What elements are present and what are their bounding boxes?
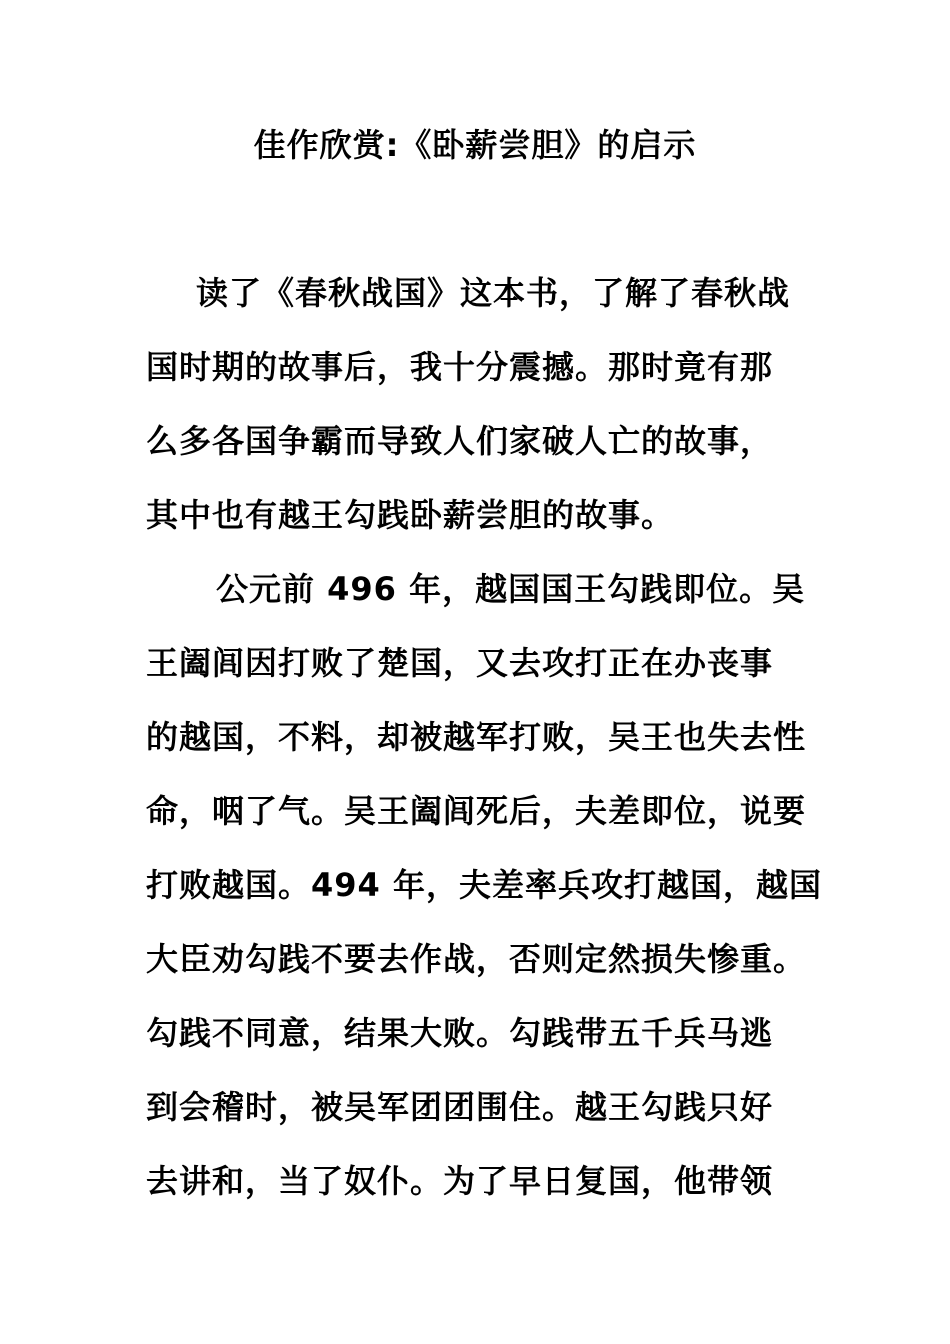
document-title: 佳作欣赏:《卧薪尝胆》的启示 bbox=[253, 126, 697, 164]
paragraph-line: 国时期的故事后，我十分震撼。那时竟有那 bbox=[146, 348, 774, 386]
paragraph-line: 王阖闾因打败了楚国，又去攻打正在办丧事 bbox=[146, 644, 774, 682]
paragraph-line: 到会稽时，被吴军团团围住。越王勾践只好 bbox=[146, 1088, 774, 1126]
paragraph-line: 读了《春秋战国》这本书，了解了春秋战 bbox=[196, 274, 791, 312]
paragraph-line: 大臣劝勾践不要去作战，否则定然损失惨重。 bbox=[146, 940, 807, 978]
paragraph-line: 公元前 496 年，越国国王勾践即位。吴 bbox=[216, 570, 806, 608]
paragraph-line: 打败越国。494 年，夫差率兵攻打越国，越国 bbox=[146, 866, 822, 904]
paragraph-line: 命，咽了气。吴王阖闾死后，夫差即位，说要 bbox=[146, 792, 807, 830]
paragraph-line: 的越国，不料，却被越军打败，吴王也失去性 bbox=[146, 718, 807, 756]
paragraph-line: 去讲和，当了奴仆。为了早日复国，他带领 bbox=[146, 1162, 774, 1200]
paragraph-line: 其中也有越王勾践卧薪尝胆的故事。 bbox=[146, 496, 675, 534]
paragraph-line: 勾践不同意，结果大败。勾践带五千兵马逃 bbox=[146, 1014, 774, 1052]
article-body bbox=[146, 266, 826, 1228]
paragraph-line: 么多各国争霸而导致人们家破人亡的故事， bbox=[146, 422, 774, 460]
